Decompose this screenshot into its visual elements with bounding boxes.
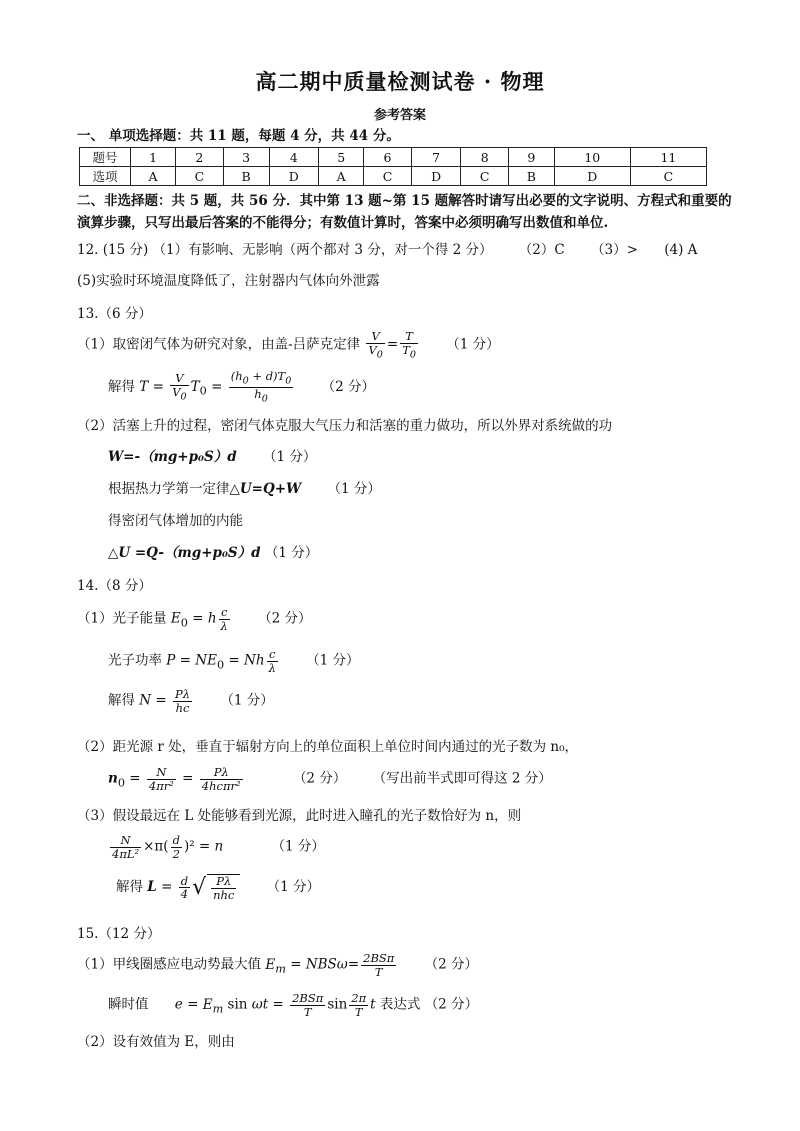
table-cell: B [223,167,269,186]
q13-p1-solve: 解得 T = $\frac{V}{V_0}$ $T_0$ = $\frac{(h_0 + d)T_0}{h_0}$ （2 分） [108,369,376,405]
q13-p1-text: （1）取密闭气体为研究对象，由盖-吕萨克定律 [77,336,361,353]
table-cell: A [319,167,364,186]
q14-p3-solve-score: （1 分） [266,879,321,896]
q13-p2-eq2 [108,541,318,561]
q13-p2-result-text: 得密闭气体增加的内能 [108,513,243,529]
sqrt-icon: √ [192,874,207,900]
q14-p2-score: （2 分） [292,770,347,787]
equation-fraction: $\frac{P\lambda}{\text{nhc}}$ [213,874,235,902]
q12-part3: （3）> [591,242,638,258]
equation-fraction: $\frac{P\lambda}{hc}$ [175,687,191,715]
table-cell: 6 [364,148,412,167]
table-row-label: 题号 [80,148,131,167]
section2-heading-line2: 演算步骤，只写出最后答案的不能得分；有数值计算时，答案中必须明确写出数值和单位. [77,215,609,231]
table-cell: 4 [269,148,319,167]
q15-p1-inst-text: 瞬时值 [108,996,149,1013]
q12-line2: (5)实验时环境温度降低了，注射器内气体向外泄露 [77,273,380,289]
table-cell: 3 [223,148,269,167]
table-cell: B [508,167,554,186]
q14-p3-text: （3）假设最远在 L 处能够看到光源，此时进入瞳孔的光子数恰好为 n，则 [77,808,522,824]
table-cell: D [269,167,319,186]
table-cell: 7 [411,148,461,167]
q12-part2: （2）C [518,242,565,258]
equation-fraction: $\frac{\text{2BSπ}}{T}$ [292,991,324,1019]
section2-heading-line1: 二、非选择题：共 5 题，共 56 分．其中第 13 题~第 15 题解答时请写出必要的文字说明、方程式和重要的 [77,193,732,209]
section1-heading: 一、 单项选择题：共 11 题，每题 4 分，共 44 分。 [77,128,400,144]
table-cell: D [411,167,461,186]
q12-line1 [77,238,697,258]
q14-p3-solve-label: 解得 [116,879,143,896]
table-row-label: 选项 [80,167,131,186]
q13-first-law-equation: △U=Q+W [229,481,302,497]
q15-p1-text: （1）甲线圈感应电动势最大值 [77,956,262,973]
q14-p2-eq: $n_0$ = $\frac{N}{\text{4πr²}}$ = $\frac{P\lambda}{\text{4hcπr²}}$ （2 分） （写出前半式即可得这 2 分） [108,765,552,793]
q12-part1: 12. (15 分) （1）有影响、无影响（两个都对 3 分，对一个得 2 分） [77,242,493,258]
q13-header: 13.（6 分） [77,306,152,322]
q12-part4: (4) A [664,242,698,258]
table-cell: 8 [461,148,509,167]
table-cell: 11 [630,148,706,167]
answer-table [79,147,707,186]
q14-p1-power: 光子功率 $P = NE_0 = Nh$ $\frac{c}{\lambda}$ （1 分） [108,647,360,675]
table-cell: 10 [554,148,630,167]
q13-p1-solve-label: 解得 [108,378,135,395]
table-cell: D [554,167,630,186]
table-cell: 2 [176,148,224,167]
table-cell: C [461,167,509,186]
q14-p1-score: （2 分） [258,610,312,627]
q15-p1: （1）甲线圈感应电动势最大值 $E_m = NBS\omega=$ $\frac{\text{2BSπ}}{T}$ （2 分） [77,951,479,979]
q14-header: 14.（8 分） [77,578,152,594]
q13-p2-eq1-score: （1 分） [262,449,317,465]
table-cell: C [364,167,412,186]
equation-fraction: $\frac{T}{T_0}$ [402,329,416,360]
q14-p1-solve: 解得 N = $\frac{P\lambda}{hc}$ （1 分） [108,687,274,715]
equation-fraction: $\frac{N}{\text{4πr²}}$ [148,765,174,793]
q15-p1-inst-score: （2 分） [424,996,479,1013]
q14-p1-solve-label: 解得 [108,692,135,709]
q13-p1-solve-score: （2 分） [321,378,376,395]
q13-p2-law-score: （1 分） [327,481,381,497]
table-cell: C [630,167,706,186]
table-cell: A [131,167,176,186]
table-cell: 9 [508,148,554,167]
table-row [80,148,707,167]
q13-p2-eq2-score: （1 分） [264,545,319,561]
q14-p3-eq: $\frac{N}{\text{4πL²}}$ ×π( $\frac{d}{2}$ )² = n （1 分） [112,833,325,861]
q14-p2-text: （2）距光源 r 处，垂直于辐射方向上的单位面积上单位时间内通过的光子数为 n₀， [77,739,579,755]
equation-fraction: $\frac{V}{V_0}$ [172,371,187,403]
q15-p1-inst-suffix: 表达式 [379,996,421,1013]
equation-fraction: $\frac{d}{4}$ [180,873,189,902]
page-title: 高二期中质量检测试卷 · 物理 [255,69,545,94]
q14-p1-solve-score: （1 分） [220,692,274,709]
equation-fraction: $\frac{(h_0 + d)T_0}{h_0}$ [230,369,292,405]
table-row [80,167,707,186]
equation-fraction: $\frac{c}{\lambda}$ [268,647,276,675]
equation-fraction: $\frac{V}{V_0}$ [368,329,383,360]
q15-p2-text: （2）设有效值为 E，则由 [77,1034,235,1050]
q13-work-equation: W=-（mg+p₀S）d [108,449,237,465]
q14-p1-power-text: 光子功率 [108,652,162,669]
q13-p1: （1）取密闭气体为研究对象，由盖-吕萨克定律 $\frac{V}{V_0}$ = $\frac{T}{T_0}$ （1 分） [77,329,500,360]
q14-p1: （1）光子能量 $E_0 = h$ $\frac{c}{\lambda}$ （2 分） [77,605,312,633]
table-cell: 1 [131,148,176,167]
equation-fraction: $\frac{N}{\text{4πL²}}$ [112,833,140,861]
q14-p1-text: （1）光子能量 [77,610,167,627]
page-subtitle: 参考答案 [373,108,426,123]
equation-fraction: $\frac{c}{\lambda}$ [220,605,228,633]
q13-p2-law [108,477,381,497]
table-cell: 5 [319,148,364,167]
q15-p1-score: （2 分） [424,956,479,973]
q14-p2-note: （写出前半式即可得这 2 分） [372,770,552,787]
q14-p3-score: （1 分） [271,838,325,855]
equation-fraction: $\frac{2\pi}{T}$ [351,991,367,1019]
q13-p2-eq1 [108,445,316,465]
table-cell: C [176,167,224,186]
q15-header: 15.（12 分） [77,926,161,942]
equation-fraction: $\frac{P\lambda}{\text{4hcπr²}}$ [201,765,241,793]
q13-internal-energy-equation: △U =Q-（mg+p₀S）d [108,545,261,561]
q13-p2-text: （2）活塞上升的过程，密闭气体克服大气压力和活塞的重力做功，所以外界对系统做的功 [77,418,613,434]
q15-p1-inst: 瞬时值 $e = E_m$ sin ωt = $\frac{\text{2BSπ}}{T}$ sin $\frac{2\pi}{T}$ t 表达式 （2 分） [108,991,479,1019]
equation-fraction: $\frac{d}{2}$ [172,833,180,861]
q14-p3-solve: 解得 L = $\frac{d}{4}$ √ $\frac{P\lambda}{\text{nhc}}$ （1 分） [116,873,321,902]
q13-p1-score: （1 分） [446,336,500,353]
q14-p1-power-score: （1 分） [306,652,360,669]
q13-p2-law-text: 根据热力学第一定律 [108,481,230,497]
equation-fraction: $\frac{\text{2BSπ}}{T}$ [363,951,395,979]
